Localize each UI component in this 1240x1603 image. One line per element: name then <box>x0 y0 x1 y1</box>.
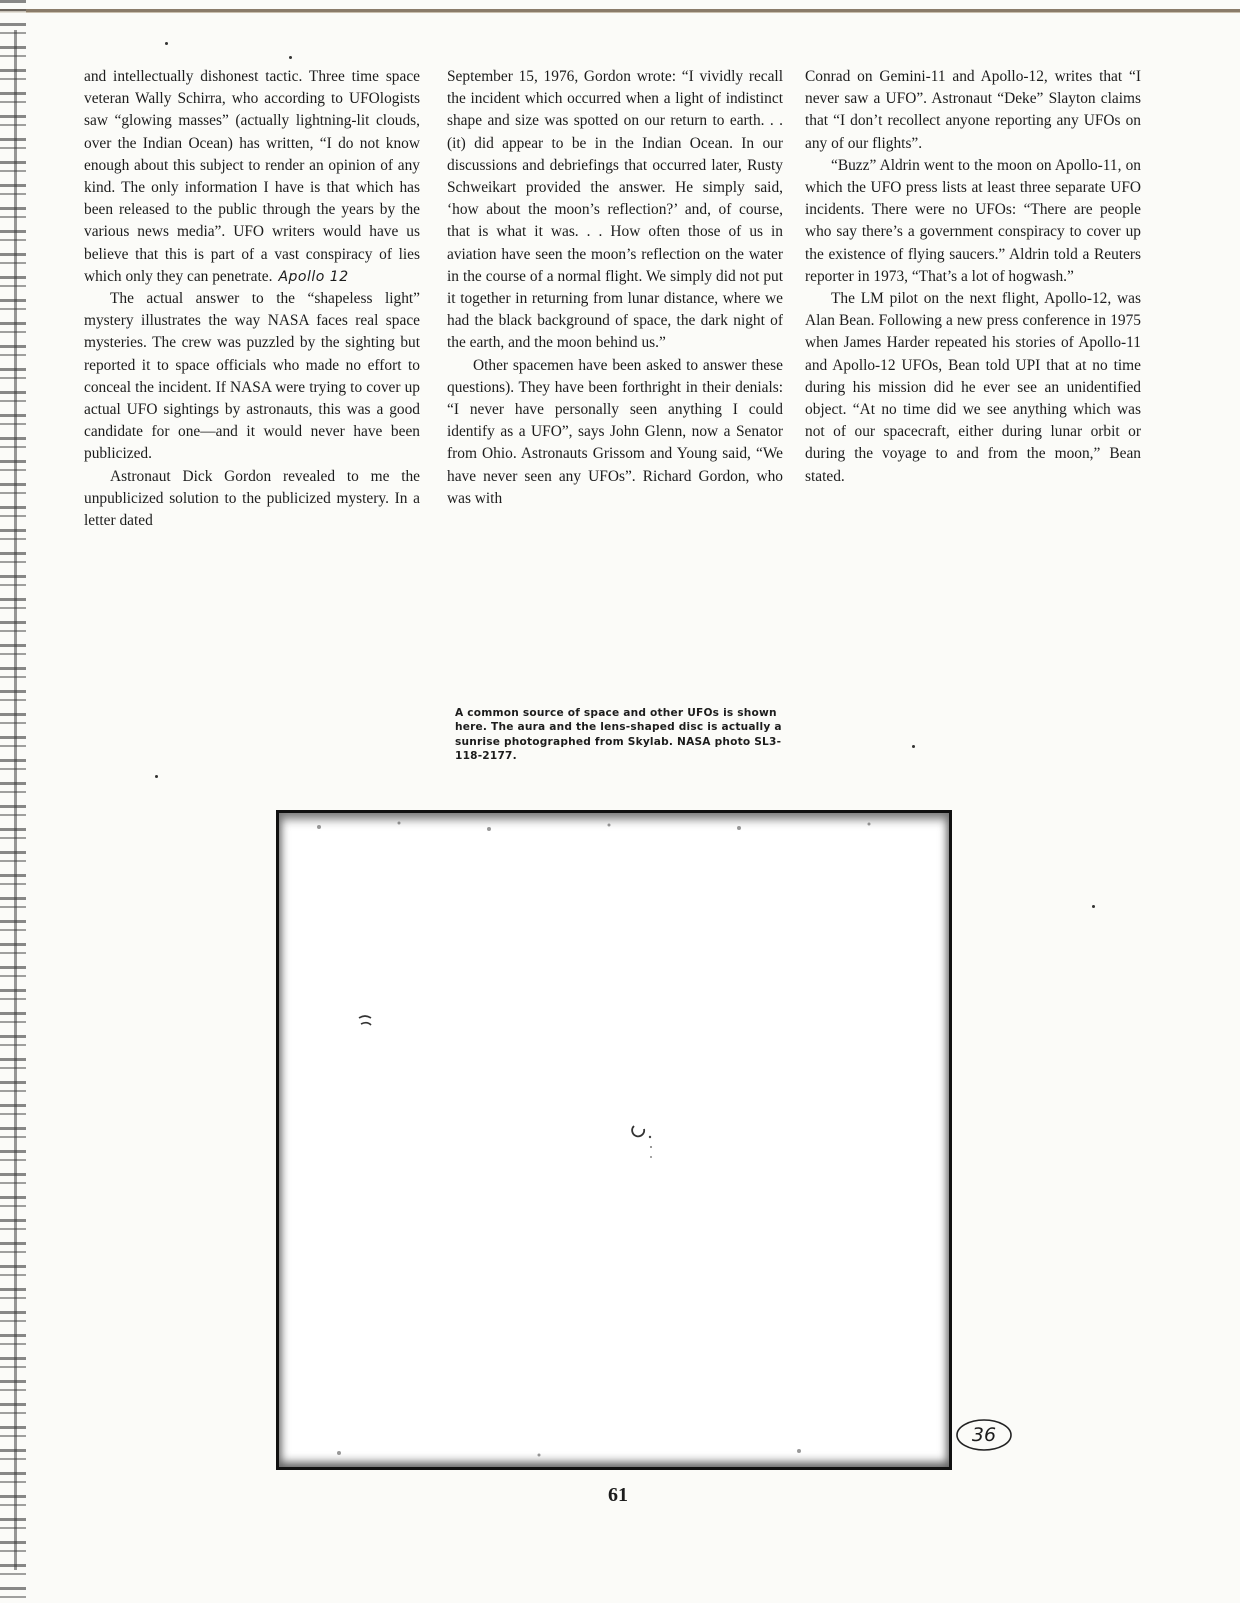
scanned-page-edge <box>0 0 26 1603</box>
scan-speck <box>289 56 292 59</box>
paragraph: Astronaut Dick Gordon revealed to me the unpublicized solution to the publicized mystery. In a letter dated <box>84 467 420 530</box>
text-column-3 <box>805 66 1141 488</box>
paragraph: “Buzz” Aldrin went to the moon on Apollo-11, on which the UFO press lists at least three separate UFO incidents. There were no UFOs: “There are people who say there’s a government conspiracy to cover up the existence of flying saucers.” Aldrin told a Reuters reporter in 1973, “That’s a lot of hogwash.” <box>805 156 1141 285</box>
top-rule <box>0 9 1240 13</box>
stamp-number: 36 <box>971 1424 997 1446</box>
scan-speck <box>155 775 158 778</box>
paragraph: Conrad on Gemini-11 and Apollo-12, writes that “I never saw a UFO”. Astronaut “Deke” Slayton claims that “I don’t recollect anyone reporting any UFOs on any of our flights”. <box>805 68 1141 152</box>
page-number: 61 <box>608 1484 628 1506</box>
photo-caption: A common source of space and other UFOs is shown here. The aura and the lens-shaped disc is actually a sunrise photographed from Skylab. NASA photo SL3-118-2177. <box>455 707 782 763</box>
archive-number-stamp <box>955 1418 1013 1452</box>
text-column-2 <box>447 66 783 510</box>
paragraph: The actual answer to the “shapeless light” mystery illustrates the way NASA faces real space mysteries. The crew was puzzled by the sighting but reported it to space officials who made no effort to conceal the incident. If NASA were trying to cover up actual UFO sightings by astronauts, this was a good candidate for one—and it would never have been publicized. <box>84 290 420 463</box>
paragraph: September 15, 1976, Gordon wrote: “I vividly recall the incident which occurred when a light of indistinct shape and size was spotted on our return to earth. . . (it) did appear to be in the Indian Ocean. In our discussions and debriefings that occurred later, Rusty Schweikart provided the answer. He simply said, ‘how about the moon’s reflection?’ and, of course, that is what it was. . . How often those of us in aviation have seen the moon’s reflection on the water in the course of a normal flight. We simply did not put it together in returning from lunar distance, where we had the black background of space, the dark night of the earth, and the moon behind us.” <box>447 68 783 352</box>
paragraph: The LM pilot on the next flight, Apollo-12, was Alan Bean. Following a new press conference in 1975 when James Harder repeated his stories of Apollo-11 and Apollo-12 UFOs, Bean told UPI that at no time during his mission did he ever see an unidentified object. “At no time did we see anything which was not of our spacecraft, either during lunar orbit or during the voyage to and from the moon,” Bean stated. <box>805 290 1141 485</box>
photo-artwork <box>279 813 949 1467</box>
text-column-1 <box>84 66 420 532</box>
scan-speck <box>165 42 168 45</box>
lens-shaped-disc <box>632 1126 644 1136</box>
scan-speck <box>1092 905 1095 908</box>
skylab-sunrise-photo <box>276 810 952 1470</box>
lens-flare-mark <box>359 1016 371 1025</box>
paragraph: Other spacemen have been asked to answer these questions). They have been forthright in their denials: “I never have personally seen anything I could identify as a UFO”, says John Glenn, now a Senator from Ohio. Astronauts Grissom and Young said, “We have never seen any UFOs”. Richard Gordon, who was with <box>447 356 783 507</box>
binding-edge-line <box>14 30 17 1570</box>
scan-speck <box>912 745 915 748</box>
paragraph: and intellectually dishonest tactic. Three time space veteran Wally Schirra, who according to UFOlogists saw “glowing masses” (actually lightning-lit clouds, over the Indian Ocean) has written, “I do not know enough about this subject to render an opinion of any kind. The only information I have is that which has been released to the public through the years by the various news media”. UFO writers would have us believe that this is part of a vast conspiracy of lies which only they can penetrate. Apollo 12 <box>84 68 420 285</box>
handwritten-annotation: Apollo 12 <box>278 268 349 285</box>
